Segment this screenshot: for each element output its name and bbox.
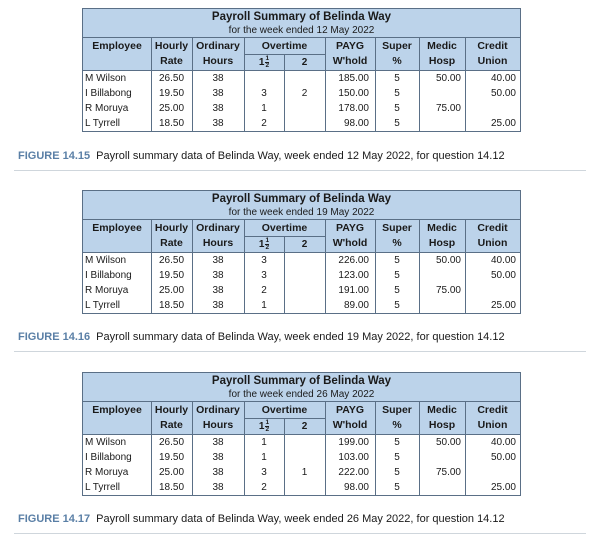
cell-payg: 98.00 <box>343 118 369 129</box>
cell-union: 40.00 <box>490 255 516 266</box>
cell-super: 5 <box>394 255 400 266</box>
table-title: Payroll Summary of Belinda Way <box>211 11 392 23</box>
header-column-divider <box>244 220 245 252</box>
body-column-divider <box>284 253 285 313</box>
cell-super: 5 <box>394 285 400 296</box>
cell-hours: 38 <box>212 285 224 296</box>
cell-payg: 222.00 <box>338 467 369 478</box>
cell-super: 5 <box>394 73 400 84</box>
header-label: Rate <box>160 55 183 67</box>
cell-ot2 <box>284 435 325 450</box>
header-label: W'hold <box>332 237 368 249</box>
header-employee <box>83 402 151 434</box>
header-column-divider <box>192 38 193 70</box>
cell-super: 5 <box>394 118 400 129</box>
header-medic-hosp <box>419 38 465 70</box>
cell-medic <box>419 480 461 495</box>
cell-hours: 38 <box>212 88 224 99</box>
header-medic-hosp <box>419 402 465 434</box>
body-column-divider <box>465 71 466 131</box>
cell-rate: 25.00 <box>158 285 185 296</box>
header-credit-union <box>465 402 520 434</box>
cell-employee: M Wilson <box>85 437 127 448</box>
cell-ot2 <box>284 101 325 116</box>
column-headers <box>83 402 520 434</box>
header-medic-hosp <box>419 220 465 252</box>
cell-payg: 178.00 <box>338 103 369 114</box>
cell-ot15: 2 <box>261 482 267 493</box>
cell-super: 5 <box>394 103 400 114</box>
header-label: 1 <box>258 239 265 250</box>
figure-caption-text: Payroll summary data of Belinda Way, week ended 19 May 2022, for question 14.12 <box>96 331 505 343</box>
cell-rate: 18.50 <box>158 482 185 493</box>
cell-employee: R Moruya <box>85 285 129 296</box>
cell-union <box>465 283 516 298</box>
table-header <box>83 191 520 252</box>
header-label: Hourly <box>154 40 189 52</box>
cell-ot2 <box>284 298 325 313</box>
cell-ot2 <box>284 480 325 495</box>
body-column-divider <box>465 435 466 495</box>
header-super-percent <box>375 402 419 434</box>
header-column-divider <box>325 220 326 252</box>
header-label: Hosp <box>428 419 456 431</box>
header-label: PAYG <box>335 222 364 234</box>
table-row <box>83 268 520 283</box>
header-column-divider <box>284 236 285 252</box>
body-column-divider <box>151 435 152 495</box>
cell-medic: 50.00 <box>435 437 461 448</box>
header-column-divider <box>244 38 245 70</box>
fraction-half <box>265 238 269 251</box>
cell-ot15: 2 <box>261 285 267 296</box>
body-column-divider <box>325 71 326 131</box>
header-employee <box>83 220 151 252</box>
cell-ot2 <box>284 268 325 283</box>
table-row <box>83 283 520 298</box>
table-body <box>83 252 520 313</box>
header-label: Overtime <box>261 40 308 52</box>
cell-ot15: 1 <box>261 452 267 463</box>
cell-payg: 150.00 <box>338 88 369 99</box>
cell-rate: 19.50 <box>158 452 185 463</box>
cell-medic: 50.00 <box>435 255 461 266</box>
header-column-divider <box>192 220 193 252</box>
body-column-divider <box>192 435 193 495</box>
header-label: Medic <box>427 40 457 52</box>
figure-caption <box>18 331 505 343</box>
body-column-divider <box>325 435 326 495</box>
cell-ot15: 2 <box>261 118 267 129</box>
header-ot-time-and-half <box>244 419 284 434</box>
body-column-divider <box>284 71 285 131</box>
fraction-half <box>265 56 269 69</box>
header-column-divider <box>284 54 285 70</box>
header-label: Hourly <box>154 222 189 234</box>
header-label: Employee <box>92 222 142 234</box>
table-row <box>83 71 520 86</box>
header-label: Union <box>477 55 508 67</box>
cell-ot15: 1 <box>261 103 267 114</box>
cell-rate: 25.00 <box>158 103 185 114</box>
header-label: Overtime <box>261 222 308 234</box>
table-row <box>83 465 520 480</box>
header-label: Hours <box>202 237 234 249</box>
body-column-divider <box>151 253 152 313</box>
table-header <box>83 9 520 70</box>
figure-caption-text: Payroll summary data of Belinda Way, week ended 12 May 2022, for question 14.12 <box>96 150 505 162</box>
cell-union: 40.00 <box>490 73 516 84</box>
body-column-divider <box>375 253 376 313</box>
cell-hours: 38 <box>212 482 224 493</box>
header-ordinary-hours <box>192 38 244 70</box>
cell-union: 25.00 <box>490 300 516 311</box>
cell-hours: 38 <box>212 73 224 84</box>
header-label: PAYG <box>335 404 364 416</box>
cell-union: 25.00 <box>490 482 516 493</box>
cell-super: 5 <box>394 300 400 311</box>
table-header <box>83 373 520 434</box>
header-label: Employee <box>92 40 142 52</box>
cell-employee: R Moruya <box>85 103 129 114</box>
table-title: Payroll Summary of Belinda Way <box>211 193 392 205</box>
body-column-divider <box>151 71 152 131</box>
cell-ot2 <box>284 253 325 268</box>
table-row <box>83 480 520 495</box>
header-label: Credit <box>477 404 508 416</box>
header-column-divider <box>284 418 285 434</box>
cell-rate: 25.00 <box>158 467 185 478</box>
cell-medic <box>419 268 461 283</box>
header-column-divider <box>192 402 193 434</box>
figure-caption-text: Payroll summary data of Belinda Way, week ended 26 May 2022, for question 14.12 <box>96 513 505 525</box>
fraction-numerator: 1 <box>265 54 270 62</box>
body-column-divider <box>419 71 420 131</box>
header-label: PAYG <box>335 40 364 52</box>
header-column-divider <box>325 38 326 70</box>
header-column-divider <box>375 220 376 252</box>
cell-payg: 123.00 <box>338 270 369 281</box>
cell-union: 40.00 <box>490 437 516 448</box>
header-payg-withholding <box>325 38 375 70</box>
header-label: Rate <box>160 237 183 249</box>
header-ot-double-time: 2 <box>301 57 308 68</box>
body-column-divider <box>465 253 466 313</box>
header-label: W'hold <box>332 419 368 431</box>
header-ot-time-and-half <box>244 55 284 70</box>
cell-medic: 50.00 <box>435 73 461 84</box>
cell-rate: 26.50 <box>158 255 185 266</box>
body-column-divider <box>244 435 245 495</box>
cell-ot2 <box>284 116 325 131</box>
header-payg-withholding <box>325 402 375 434</box>
cell-super: 5 <box>394 467 400 478</box>
cell-ot2 <box>284 450 325 465</box>
payroll-summary-table <box>82 190 521 314</box>
cell-medic <box>419 86 461 101</box>
header-ordinary-hours <box>192 402 244 434</box>
cell-employee: L Tyrrell <box>85 300 121 311</box>
figure-label: FIGURE 14.17 <box>18 513 91 525</box>
cell-employee: I Billabong <box>85 452 132 463</box>
header-label: Employee <box>92 404 142 416</box>
cell-medic: 75.00 <box>435 103 461 114</box>
cell-medic <box>419 450 461 465</box>
cell-hours: 38 <box>212 255 224 266</box>
header-label: Medic <box>427 404 457 416</box>
cell-hours: 38 <box>212 270 224 281</box>
cell-rate: 19.50 <box>158 270 185 281</box>
body-column-divider <box>244 253 245 313</box>
header-hourly-rate <box>151 38 192 70</box>
header-column-divider <box>151 220 152 252</box>
header-label: Super <box>382 404 412 416</box>
cell-union: 25.00 <box>490 118 516 129</box>
cell-ot15: 1 <box>261 300 267 311</box>
header-label: Medic <box>427 222 457 234</box>
header-label: Overtime <box>261 404 308 416</box>
cell-employee: R Moruya <box>85 467 129 478</box>
cell-ot15: 3 <box>261 88 267 99</box>
cell-employee: M Wilson <box>85 73 127 84</box>
cell-employee: L Tyrrell <box>85 118 121 129</box>
cell-payg: 199.00 <box>338 437 369 448</box>
header-hourly-rate <box>151 220 192 252</box>
cell-medic: 75.00 <box>435 467 461 478</box>
cell-hours: 38 <box>212 300 224 311</box>
cell-ot15: 3 <box>261 467 267 478</box>
header-ordinary-hours <box>192 220 244 252</box>
table-title: Payroll Summary of Belinda Way <box>211 375 392 387</box>
cell-rate: 26.50 <box>158 437 185 448</box>
cell-hours: 38 <box>212 467 224 478</box>
cell-rate: 26.50 <box>158 73 185 84</box>
body-column-divider <box>375 71 376 131</box>
header-column-divider <box>465 38 466 70</box>
body-column-divider <box>419 253 420 313</box>
cell-union: 50.00 <box>490 270 516 281</box>
header-payg-withholding <box>325 220 375 252</box>
header-label: % <box>392 237 402 249</box>
cell-hours: 38 <box>212 118 224 129</box>
table-body <box>83 70 520 131</box>
header-ot-double-time: 2 <box>301 421 308 432</box>
cell-ot15: 3 <box>261 270 267 281</box>
cell-medic <box>419 298 461 313</box>
cell-payg: 89.00 <box>343 300 369 311</box>
header-label: Union <box>477 419 508 431</box>
cell-employee: M Wilson <box>85 255 127 266</box>
fraction-numerator: 1 <box>265 236 270 244</box>
fraction-denominator: 2 <box>265 243 270 251</box>
table-row <box>83 298 520 313</box>
payroll-summary-table <box>82 8 521 132</box>
cell-super: 5 <box>394 270 400 281</box>
table-row <box>83 253 520 268</box>
header-credit-union <box>465 220 520 252</box>
cell-employee: I Billabong <box>85 88 132 99</box>
column-headers <box>83 38 520 70</box>
header-label: Hourly <box>154 404 189 416</box>
cell-ot2 <box>284 71 325 86</box>
header-column-divider <box>151 402 152 434</box>
header-column-divider <box>151 38 152 70</box>
header-employee <box>83 38 151 70</box>
header-column-divider <box>465 220 466 252</box>
body-column-divider <box>284 435 285 495</box>
header-column-divider <box>419 38 420 70</box>
cell-union: 50.00 <box>490 452 516 463</box>
header-label: Union <box>477 237 508 249</box>
header-label: Ordinary <box>196 40 240 52</box>
table-row <box>83 86 520 101</box>
body-column-divider <box>192 71 193 131</box>
table-row <box>83 450 520 465</box>
cell-medic <box>419 116 461 131</box>
caption-rule <box>14 170 586 171</box>
cell-payg: 226.00 <box>338 255 369 266</box>
header-label: Credit <box>477 222 508 234</box>
cell-union <box>465 101 516 116</box>
column-headers <box>83 220 520 252</box>
cell-rate: 19.50 <box>158 88 185 99</box>
fraction-denominator: 2 <box>265 425 270 433</box>
header-label: Super <box>382 222 412 234</box>
cell-payg: 185.00 <box>338 73 369 84</box>
header-super-percent <box>375 38 419 70</box>
cell-hours: 38 <box>212 437 224 448</box>
header-label: 1 <box>258 421 265 432</box>
cell-hours: 38 <box>212 103 224 114</box>
header-ot-time-and-half <box>244 237 284 252</box>
header-label: Hours <box>202 419 234 431</box>
figure-label: FIGURE 14.16 <box>18 331 91 343</box>
header-column-divider <box>419 402 420 434</box>
header-column-divider <box>375 402 376 434</box>
cell-ot2 <box>284 283 325 298</box>
header-label: % <box>392 419 402 431</box>
cell-employee: L Tyrrell <box>85 482 121 493</box>
header-label: Ordinary <box>196 222 240 234</box>
header-label: Super <box>382 40 412 52</box>
cell-super: 5 <box>394 482 400 493</box>
cell-ot2: 1 <box>301 467 308 478</box>
header-label: Hours <box>202 55 234 67</box>
cell-rate: 18.50 <box>158 300 185 311</box>
caption-rule <box>14 533 586 534</box>
cell-ot15: 1 <box>261 437 267 448</box>
header-label: 1 <box>258 57 265 68</box>
cell-rate: 18.50 <box>158 118 185 129</box>
table-subtitle: for the week ended 12 May 2022 <box>83 25 520 38</box>
table-subtitle: for the week ended 19 May 2022 <box>83 207 520 220</box>
cell-union: 50.00 <box>490 88 516 99</box>
body-column-divider <box>375 435 376 495</box>
header-label: Credit <box>477 40 508 52</box>
fraction-half <box>265 420 269 433</box>
figure-label: FIGURE 14.15 <box>18 150 91 162</box>
body-column-divider <box>419 435 420 495</box>
header-label: Ordinary <box>196 404 240 416</box>
header-hourly-rate <box>151 402 192 434</box>
header-column-divider <box>465 402 466 434</box>
cell-ot15: 3 <box>261 255 267 266</box>
body-column-divider <box>192 253 193 313</box>
table-row <box>83 435 520 450</box>
body-column-divider <box>244 71 245 131</box>
header-label: % <box>392 55 402 67</box>
figure-caption <box>18 513 505 525</box>
table-row <box>83 116 520 131</box>
cell-ot2: 2 <box>301 88 308 99</box>
cell-hours: 38 <box>212 452 224 463</box>
cell-ot15 <box>244 71 284 86</box>
payroll-summary-table <box>82 372 521 496</box>
header-label: W'hold <box>332 55 368 67</box>
header-credit-union <box>465 38 520 70</box>
cell-super: 5 <box>394 88 400 99</box>
cell-union <box>465 465 516 480</box>
header-column-divider <box>244 402 245 434</box>
header-column-divider <box>375 38 376 70</box>
caption-rule <box>14 351 586 352</box>
fraction-numerator: 1 <box>265 418 270 426</box>
header-label: Hosp <box>428 55 456 67</box>
body-column-divider <box>325 253 326 313</box>
table-body <box>83 434 520 495</box>
cell-employee: I Billabong <box>85 270 132 281</box>
fraction-denominator: 2 <box>265 61 270 69</box>
header-label: Hosp <box>428 237 456 249</box>
header-ot-double-time: 2 <box>301 239 308 250</box>
cell-payg: 103.00 <box>338 452 369 463</box>
cell-payg: 98.00 <box>343 482 369 493</box>
table-row <box>83 101 520 116</box>
header-super-percent <box>375 220 419 252</box>
cell-payg: 191.00 <box>338 285 369 296</box>
cell-medic: 75.00 <box>435 285 461 296</box>
cell-super: 5 <box>394 437 400 448</box>
cell-super: 5 <box>394 452 400 463</box>
header-column-divider <box>325 402 326 434</box>
header-column-divider <box>419 220 420 252</box>
table-subtitle: for the week ended 26 May 2022 <box>83 389 520 402</box>
figure-caption <box>18 150 505 162</box>
header-label: Rate <box>160 419 183 431</box>
